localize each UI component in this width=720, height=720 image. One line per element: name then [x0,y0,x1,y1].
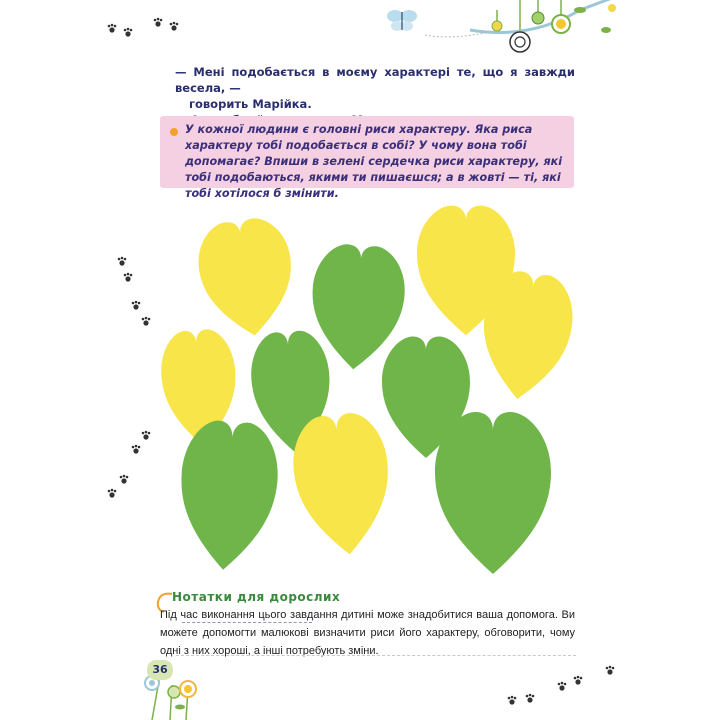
paw-prints-bottom-right [500,660,620,710]
footer-divider [176,655,576,656]
yellow-heart[interactable] [288,410,396,559]
yellow-heart[interactable] [193,214,300,342]
dialog-line-2: говорить Марійка. [189,97,312,111]
green-heart[interactable] [175,418,281,573]
notes-title: Нотатки для дорослих [172,590,341,604]
green-heart[interactable] [435,412,551,574]
page-number: 36 [147,660,173,680]
dialog-line-1: — Мені подобається в моєму характері те, що я завжди весела, — [175,65,575,95]
notes-paragraph: Під час виконання цього завдання дитині може знадобитися ваша допомога. Ви можете допомогти малюкові визначити риси його характеру, обговорити, чому одні з них хороші, а інші потребують зміни. [160,609,575,657]
task-instructions: У кожної людини є головні риси характеру. Яка риса характеру тобі подобається в собі? У чому вона тобі допомагає? Впиши в зелені сердечка риси характеру, які тобі подобаються, якими ти пишаєшся; а в жовті — ті, які тобі хотілося б змінити. [185,123,563,200]
notes-text [160,606,575,660]
